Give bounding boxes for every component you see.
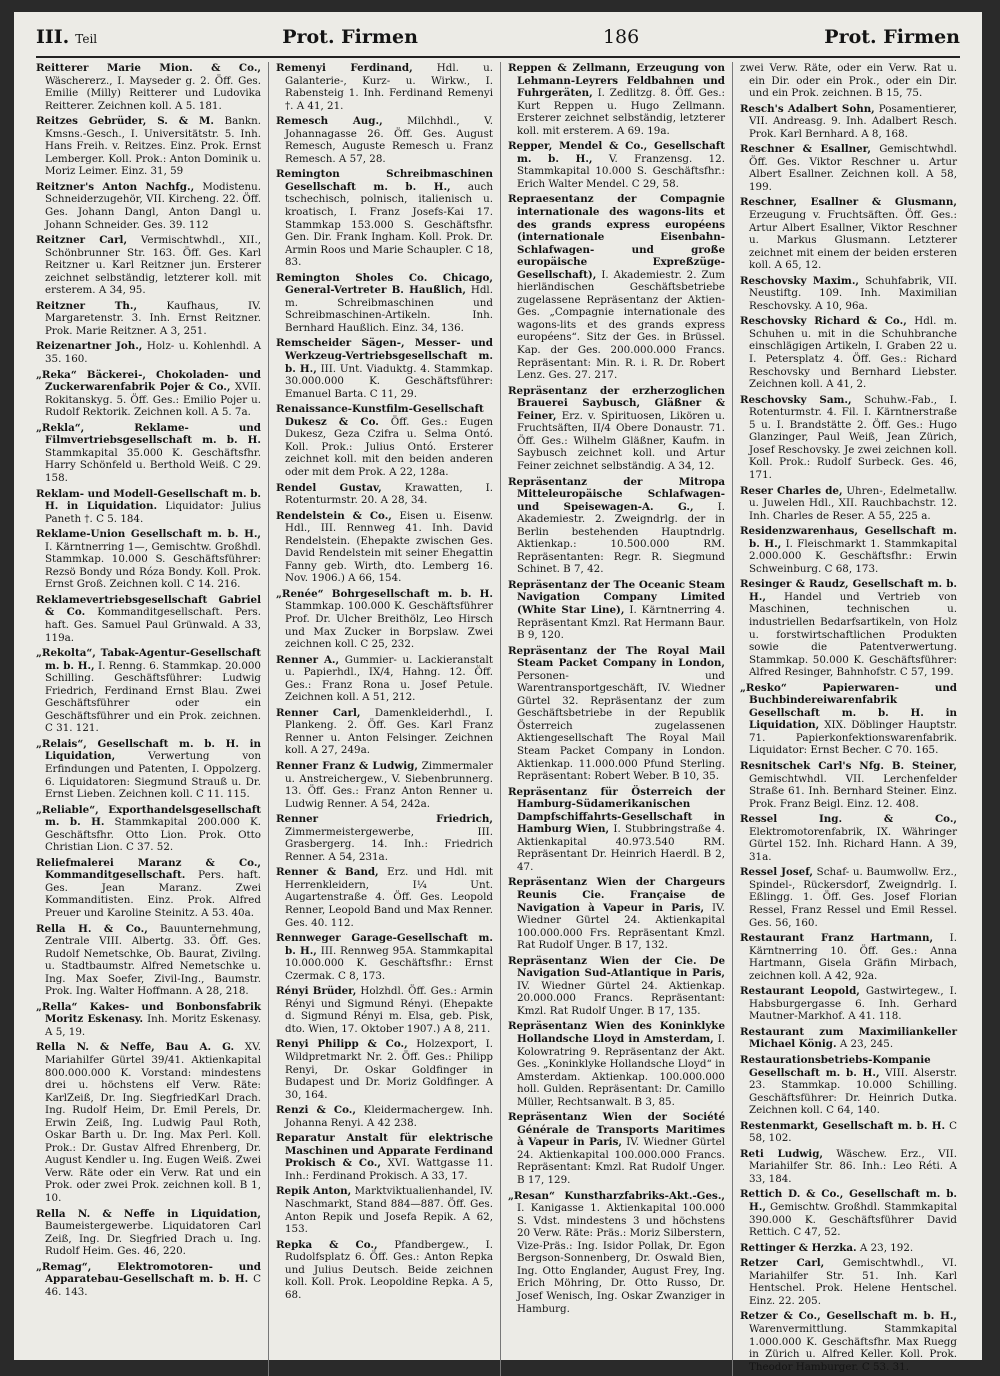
firm-name: Rényi Brüder,: [276, 985, 357, 998]
directory-entry: [508, 62, 725, 137]
directory-entry: [36, 181, 261, 231]
firm-details: Kaufhaus, IV. Margaretenstr. 3. Inh. Ernst Reitzner. Prok. Marie Reitzner. A 3, 251.: [45, 299, 261, 337]
firm-details: I. Zedlitzg. 8. Öff. Ges.: Kurt Reppen u. Hugo Zellmann. Ersterer zeichnet selbständig, letzterer koll. mit ersterem. A 69. 19a.: [517, 87, 725, 137]
firm-name: „Resko“ Papierwaren- und Buchbindereiwarenfabrik Gesellschaft m. b. H. in Liquidation,: [740, 681, 957, 732]
firm-details: Liquidator: Julius Paneth †. C 5. 184.: [45, 500, 261, 525]
firm-name: Reppen & Zellmann, Erzeugung von Lehmann-Leyrers Feldbahnen und Fuhrgeräten,: [508, 62, 725, 100]
firm-name: Remington Sholes Co. Chicago, General-Vertreter B. Haußlich,: [276, 271, 493, 297]
firm-name: Renner Friedrich,: [276, 813, 493, 826]
directory-entry: [36, 647, 261, 735]
firm-details: Holz- u. Kohlenhdl. A 35. 160.: [45, 340, 262, 366]
firm-details: A 23, 245.: [839, 1038, 894, 1051]
firm-name: „Relais“, Gesellschaft m. b. H. in Liquidation,: [36, 737, 261, 763]
firm-details: A 23, 192.: [859, 1241, 914, 1254]
directory-entry: [740, 143, 957, 193]
firm-details: Pfandbergew., I. Rudolfsplatz 6. Öff. Ges.: Anton Repka und Julius Deutsch. Beide zeichnen koll. Koll. Prok. Leopoldine Repka. A 5, 68.: [285, 1238, 493, 1301]
directory-entry: [740, 196, 957, 271]
directory-entry: [36, 62, 261, 112]
firm-details: Modistenu. Schneiderzugehör, VII. Kircheng. 22. Öff. Ges. Johann Dangl, Anton Dangl u. Johann Schneider. Ges. 39. 112: [45, 180, 261, 231]
firm-details: Kommanditgesellschaft. Pers. haft. Ges. Samuel Paul Grünwald. A 33, 119a.: [45, 606, 261, 644]
directory-entry: [276, 1185, 493, 1235]
firm-name: „Reka“ Bäckerei-, Chokoladen- und Zuckerwarenfabrik Pojer & Co.,: [36, 368, 261, 394]
firm-name: Reschovsky Maxim.,: [740, 274, 859, 287]
directory-entry: [740, 1054, 957, 1117]
firm-details: Erz. v. Spirituosen, Likören u. Fruchtsäften, II/4 Obere Donaustr. 71. Öff. Ges.: Wilhelm Gläßner, Kaufm. in Saybusch zeichnet koll. und Artur Feiner zeichnet selbständig. A 34, 12.: [517, 409, 726, 472]
firm-name: Resnitschek Carl's Nfg. B. Steiner,: [740, 759, 957, 772]
firm-details: Wäschererz., I. Mayseder g. 2. Öff. Ges. Emilie (Milly) Reitterer und Ludovika Reitterer. Zeichnen koll. A 5. 181.: [45, 74, 261, 112]
firm-details: III. Unt. Viaduktg. 4. Stammkap. 30.000.000 K. Geschäftsführer: Emanuel Barta. C 11, 29.: [285, 362, 493, 400]
directory-entry: [36, 804, 261, 854]
firm-name: Remscheider Sägen-, Messer- und Werkzeug-Vertriebsgesellschaft m. b. H.,: [276, 337, 493, 375]
firm-name: Restaurant Franz Hartmann,: [740, 932, 934, 945]
firm-details: I. Fleischmarkt 1. Stammkapital 2.000.000 K. Geschäftsfhr.: Erwin Schweinburg. C 68, 173.: [749, 537, 957, 575]
firm-name: Renaissance-Kunstfilm-Gesellschaft Dukesz & Co.: [276, 403, 484, 428]
column-1: [36, 62, 268, 1376]
directory-entry: [276, 510, 493, 585]
header-rule: [36, 56, 960, 58]
directory-entry: [276, 813, 493, 863]
firm-name: Repik Anton,: [276, 1185, 352, 1198]
firm-details: Öff. Ges.: Eugen Dukesz, Geza Czifra u. Selma Ontó. Koll. Prok.: Julius Ontó. Ersterer zeichnet koll. mit den beiden anderen oder mit dem Prok. A 22, 128a.: [285, 415, 493, 478]
firm-name: Rettinger & Herzka.: [740, 1241, 857, 1254]
firm-details: Gastwirtegew., I. Habsburgergasse 6. Inh. Gerhard Mautner-Markhof. A 41. 118.: [749, 985, 957, 1023]
directory-entry: [36, 1041, 261, 1204]
firm-details: XVII. Rokitanskyg. 5. Öff. Ges.: Emilio Pojer u. Rudolf Rektorik. Zeichnen koll. A 5. 7a.: [45, 381, 261, 419]
directory-entry: [36, 422, 261, 485]
column-3: [500, 62, 732, 1376]
firm-name: Restaurant Leopold,: [740, 985, 860, 998]
firm-details: XIX. Döblinger Hauptstr. 71. Papierkonfektionswarenfabrik. Liquidator: Ernst Becher. C 70. 165.: [749, 719, 957, 757]
firm-name: Reitzner Th.,: [36, 299, 138, 312]
firm-name: Reparatur Anstalt für elektrische Maschinen und Apparate Ferdinand Prokisch & Co.,: [276, 1132, 493, 1170]
firm-details: Warenvermittlung. Stammkapital 1.000.000 K. Geschäftsfhr. Max Ruegg in Zürich u. Alfred Keller. Koll. Prok. Theodor Hamburger. C 53. 31.: [749, 1322, 957, 1373]
firm-details: I. Kärntnerring 4. Repräsentant Kmzl. Rat Hermann Baur. B 9, 120.: [517, 603, 725, 642]
firm-name: Rettich D. & Co., Gesellschaft m. b. H.,: [740, 1188, 957, 1214]
firm-details: Schaf- u. Baumwollw. Erz., Spindel-, Rückersdorf, Zweigndrlg. I. Eßlingg. 1. Öff. Ges. Josef Florian Ressel, Franz Ressel und Emil Ressel. Ges. 56, 160.: [749, 866, 957, 929]
firm-name: Repräsentanz der The Oceanic Steam Navigation Company Limited (White Star Line),: [508, 578, 725, 616]
firm-name: Repräsentanz der Mitropa Mitteleuropäische Schlafwagen- und Speisewagen-A. G.,: [508, 475, 725, 513]
directory-entry: [36, 923, 261, 998]
firm-name: Residenzwarenhaus, Gesellschaft m. b. H.,: [740, 525, 957, 550]
firm-name: Reschner, Esallner & Glusmann,: [740, 196, 957, 209]
firm-name: Rennweger Garage-Gesellschaft m. b. H.,: [276, 932, 493, 957]
directory-entry: [740, 866, 957, 929]
firm-name: Repräsentanz Wien der Cie. De Navigation Sud-Atlantique in Paris,: [508, 954, 725, 980]
firm-name: Restaurationsbetriebs-Kompanie Gesellschaft m. b. H.,: [740, 1054, 931, 1079]
directory-entry: [508, 193, 725, 381]
firm-details: Gemischtwhdl. Öff. Ges. Viktor Reschner u. Artur Albert Esallner. Zeichnen koll. A 58, 199.: [749, 143, 957, 193]
firm-details: I. Kanigasse 1. Aktienkapital 100.000 S. Vdst. mindestens 3 und höchstens 20 Verw. Räte: Präs.: Moriz Silberstern, Vize-Präs.: Ing. Isidor Pollak, Dr. Egon Bergson-Sonnenberg, Dr. Oswald Bien, Ing. Otto Englander, August Frey, Ing. Erich Möhring, Dr. Otto Russo, Dr. Josef Wenisch, Ing. Oskar Zwanziger in Hamburg.: [517, 1202, 725, 1315]
part-suffix: Teil: [75, 32, 98, 46]
firm-name: Reser Charles de,: [740, 484, 843, 497]
firm-details: Erz. und Hdl. mit Herrenkleidern, I¼ Unt. Augartenstraße 4. Öff. Ges. Leopold Renner, Leopold Band und Max Renner. Ges. 40. 112.: [285, 866, 493, 929]
firm-details: V. Franzensg. 12. Stammkapital 10.000 S. Geschäftsfhr.: Erich Walter Mendel. C 29, 58.: [517, 152, 725, 190]
firm-name: Repper, Mendel & Co., Gesellschaft m. b. H.,: [508, 140, 725, 165]
firm-details: Hdl. u. Galanterie-, Kurz- u. Wirkw., I. Rabensteig 1. Inh. Ferdinand Remenyi †. A 41, 21.: [285, 62, 493, 112]
directory-entry: [508, 385, 725, 473]
directory-entry: [36, 300, 261, 338]
firm-name: Reitzner Carl,: [36, 234, 128, 247]
firm-details: Wäschew. Erz., VII. Mariahilfer Str. 86. Inh.: Leo Réti. A 33, 184.: [749, 1147, 957, 1185]
firm-name: Repka & Co.,: [276, 1238, 378, 1251]
firm-name: Resinger & Raudz, Gesellschaft m. b. H.,: [740, 578, 957, 603]
firm-details: IV. Wiedner Gürtel 24. Aktienkap. 20.000.000 Francs. Repräsentant: Kmzl. Rat Rudolf Unger. B 17, 135.: [517, 979, 725, 1017]
firm-details: Hdl. m. Schuhen u. mit in die Schuhbranche einschlägigen Artikeln, I. Graben 22 u. I. Petersplatz 4. Öff. Ges.: Richard Reschovsky und Bernhard Liebster. Zeichnen koll. A 41, 2.: [749, 315, 957, 391]
directory-entry: [740, 932, 957, 982]
firm-details: III. Rennweg 95A. Stammkapital 10.000.000 K. Geschäftsfhr.: Ernst Czermak. C 8, 173.: [285, 944, 493, 982]
firm-details: Pers. haft. Ges. Jean Maranz. Zwei Kommanditisten. Einz. Prok. Alfred Preuer und Karoline Steinitz. A 53. 40a.: [45, 869, 261, 919]
firm-details: Holzexport, I. Wildpretmarkt Nr. 2. Öff. Ges.: Philipp Renyi, Dr. Oskar Goldfinger in Budapest und Dr. Moriz Goldfinger. A 30, 164.: [285, 1038, 493, 1101]
directory-entry: [740, 103, 957, 141]
firm-name: Reti Ludwig,: [740, 1147, 823, 1160]
firm-details: I. Kolowratring 9. Repräsentanz der Akt. Ges. „Koninklyke Hollandsche Lloyd“ in Amsterdam. Aktienkap. 100.000.000 holl. Gulden. Repräsentant: Dr. Camillo Müller, Rechtsanwalt. B 3, 85.: [517, 1033, 725, 1108]
directory-entry: [740, 62, 957, 100]
directory-entry: [276, 62, 493, 112]
firm-name: Repräsentanz der The Royal Mail Steam Packet Company in London,: [508, 644, 725, 670]
left-running-title: Prot. Firmen: [282, 26, 418, 48]
directory-entry: [508, 955, 725, 1018]
part-label: [36, 26, 97, 48]
firm-details: zwei Verw. Räte, oder ein Verw. Rat u. ein Dir. oder ein Prok., oder ein Dir. und ein Prok. zeichnen. B 15, 75.: [740, 62, 957, 100]
firm-details: Holzhdl. Öff. Ges.: Armin Rényi und Sigmund Rényi. (Ehepakte d. Sigmund Rényi m. Elsa, geb. Pisk, dto. Wien, 17. Oktober 1907.) A 8, 211.: [285, 985, 494, 1035]
directory-entry: [740, 275, 957, 313]
firm-details: XVI. Wattgasse 11. Inh.: Ferdinand Prokisch. A 33, 17.: [285, 1157, 493, 1182]
firm-name: Repraesentanz der Compagnie internationale des wagons-lits et des grands express européens (internationale Eisenbahn-Schlafwagen- und große europäische Expreßzüge-Gesellschaft),: [508, 193, 725, 281]
firm-name: Restaurant zum Maximiliankeller Michael König.: [740, 1025, 957, 1051]
firm-name: „Resan“ Kunstharzfabriks-Akt.-Ges.,: [508, 1189, 725, 1202]
directory-entry: [36, 115, 261, 178]
directory-entry: [276, 866, 493, 929]
columns: [36, 62, 964, 1373]
firm-name: Renyi Philipp & Co.,: [276, 1038, 408, 1051]
firm-details: I. Renng. 6. Stammkap. 20.000 Schilling. Geschäftsführer: Ludwig Friedrich, Ferdinand Ernst Blau. Zwei Geschäftsführer oder ein Geschäftsführer und ein Prok. zeichnen. C 31. 121.: [45, 659, 261, 735]
firm-name: Ressel Josef,: [740, 866, 813, 879]
firm-name: Restenmarkt, Gesellschaft m. b. H.: [740, 1119, 946, 1132]
directory-entry: [508, 1020, 725, 1108]
firm-details: Gummier- u. Lackieranstalt u. Papierhdl., IX/4, Hahng. 12. Öff. Ges.: Franz Rona u. Josef Petule. Zeichnen koll. A 51, 212.: [285, 653, 493, 704]
directory-entry: [36, 857, 261, 920]
firm-details: Gemischtwhdl. VII. Lerchenfelder Straße 61. Inh. Bernhard Steiner. Einz. Prok. Franz Beigl. Einz. 12. 408.: [749, 772, 957, 810]
firm-details: XV. Mariahilfer Gürtel 39/41. Aktienkapital 800.000.000 K. Vorstand: mindestens drei u. höchstens elf Verw. Räte: KarlZeiß, Dr. Ing. SiegfriedKarl Drach. Ing. Rudolf Heim, Dr. Emil Perels, Dr. Erwin Zeiß, Ing. Ludwig Paul Roth, Oskar Barth u. Dr. Ing. Max Perl. Koll. Prok.: Dr. Gustav Alfred Ehrenberg, Dr. August Kendler u. Ing. Eugen Weiß. Zwei Verw. Räte oder ein Verw. Rat und ein Prok. oder zwei Prok. zeichnen koll. B 1, 10.: [45, 1041, 261, 1205]
firm-details: Inh. Moritz Eskenasy. A 5, 19.: [45, 1013, 261, 1038]
directory-entry: [740, 315, 957, 390]
firm-details: Kleidermachergew. Inh. Johanna Renyi. A 42 238.: [285, 1104, 494, 1129]
directory-entry: [740, 813, 957, 863]
firm-name: Rella N. & Neffe, Bau A. G.: [36, 1041, 235, 1054]
firm-name: Renzi & Co.,: [276, 1104, 356, 1117]
directory-entry: [740, 760, 957, 810]
firm-details: C 58, 102.: [749, 1119, 957, 1145]
firm-name: Renner Franz & Ludwig,: [276, 759, 418, 772]
page-number: 186: [602, 26, 640, 48]
firm-name: „Reliable“, Exporthandelsgesellschaft m. b. H.: [36, 803, 261, 829]
directory-entry: [276, 932, 493, 982]
firm-details: Elektromotorenfabrik, IX. Währinger Gürtel 152. Inh. Richard Hann. A 39, 31a.: [749, 825, 957, 863]
firm-details: Krawatten, I. Rotenturmstr. 20. A 28, 34.: [285, 481, 493, 507]
directory-entry: [36, 369, 261, 419]
directory-entry: [276, 337, 493, 400]
firm-details: Handel und Vertrieb von Maschinen, technischen u. industriellen Bedarfsartikeln, von Holz u. forstwirtschaftlichen Produkten sowie die Patentverwertung. Stammkap. 50.000 K. Geschäftsführer: Alfred Resinger, Bahnhofstr. C 57, 199.: [749, 590, 957, 679]
firm-details: I. Kärntnerring 10. Öff. Ges.: Anna Hartmann, Gisela Gräfin Mirbach, zeichnen koll. A 42, 92a.: [749, 932, 957, 982]
firm-details: C 46. 143.: [45, 1273, 261, 1298]
firm-name: Repräsentanz der erzherzoglichen Brauerei Saybusch, Gläßner & Feiner,: [508, 384, 725, 422]
part-number: III.: [36, 26, 70, 48]
firm-name: Reizenartner Joh.,: [36, 340, 143, 353]
firm-name: Reschovsky Richard & Co.,: [740, 315, 907, 328]
directory-entry: [740, 485, 957, 523]
directory-entry: [508, 476, 725, 576]
directory-page: [14, 12, 982, 1373]
directory-entry: [276, 115, 493, 165]
right-running-title: Prot. Firmen: [824, 26, 960, 48]
directory-entry: [36, 234, 261, 297]
directory-entry: [740, 985, 957, 1023]
firm-name: „Renée“ Bohrgesellschaft m. b. H.: [276, 587, 493, 600]
firm-name: „Remag“, Elektromotoren- und Apparatebau-Gesellschaft m. b. H.: [36, 1260, 261, 1286]
firm-details: I. Akademiestr. 2. Zum hierländischen Geschäftsbetriebe zugelassene Repräsentanz der Aktien-Ges. „Compagnie internationale des wagons-lits et des grands express européens“. Sitz der Ges. in Brüssel. Kap. der Ges. 200.000.000 Francs. Repräsentant: Min. R. i. R. Dr. Robert Lenz. Ges. 27. 217.: [517, 268, 725, 382]
firm-name: Reitzner's Anton Nachfg.,: [36, 180, 195, 193]
firm-details: IV. Wiedner Gürtel 24. Aktienkapital 100.000.000 Francs. Repräsentant: Kmzl. Rat Rudolf Unger. B 17, 129.: [517, 1136, 726, 1187]
directory-entry: [276, 168, 493, 268]
directory-entry: [740, 1310, 957, 1373]
firm-name: Rella H. & Co.,: [36, 922, 148, 935]
firm-details: Stammkapital 35.000 K. Geschäftsfhr. Harry Schönfeld u. Berthold Weiß. C 29. 158.: [45, 446, 261, 484]
directory-entry: [508, 786, 725, 874]
firm-details: Milchhdl., V. Johannagasse 26. Öff. Ges. August Remesch, Auguste Remesch u. Franz Remesch. A 57, 28.: [285, 115, 493, 165]
column-2: [268, 62, 500, 1376]
firm-name: Repräsentanz Wien der Société Générale de Transports Maritimes à Vapeur in Paris,: [508, 1111, 725, 1149]
firm-name: Retzer & Co., Gesellschaft m. b. H.,: [740, 1310, 957, 1323]
directory-entry: [276, 1239, 493, 1302]
directory-entry: [740, 525, 957, 575]
firm-details: Verwertung von Erfindungen und Patenten, I. Oppolzerg. 6. Liquidatoren: Siegmund Strauß u. Dr. Ernst Lieben. Zeichnen koll. C 11. 115.: [45, 750, 261, 801]
directory-entry: [276, 707, 493, 757]
firm-details: I. Stubbringstraße 4. Aktienkapital 40.973.540 RM. Repräsentant Dr. Heinrich Haerdl. B 2, 47.: [517, 823, 725, 873]
directory-entry: [740, 394, 957, 482]
firm-name: „Rekla“, Reklame- und Filmvertriebsgesellschaft m. b. H.: [36, 421, 261, 447]
directory-entry: [740, 578, 957, 678]
directory-entry: [36, 1261, 261, 1299]
firm-details: Baumeistergewerbe. Liquidatoren Carl Zeiß, Ing. Dr. Siegfried Drach u. Ing. Rudolf Heim. Ges. 46, 220.: [45, 1220, 261, 1258]
firm-details: Bauunternehmung, Zentrale VIII. Albertg. 33. Öff. Ges. Rudolf Nemetschke, Ob. Baurat, Zivilng. u. Stadtbaumstr. Alfred Nemetschke u. Ing. Max Soefer, Zivil-Ing., Baumstr. Prok. Ing. Walter Hoffmann. A 28, 218.: [45, 922, 261, 998]
firm-name: „Rekolta“, Tabak-Agentur-Gesellschaft m. b. H.,: [36, 647, 261, 672]
directory-entry: [508, 645, 725, 783]
firm-name: Reliefmalerei Maranz & Co., Kommanditgesellschaft.: [36, 856, 261, 882]
directory-entry: [276, 985, 493, 1035]
firm-name: Remenyi Ferdinand,: [276, 62, 413, 74]
firm-name: Reklame-Union Gesellschaft m. b. H.,: [36, 528, 261, 541]
directory-entry: [508, 1111, 725, 1186]
directory-entry: [276, 654, 493, 704]
directory-entry: [276, 1104, 493, 1129]
firm-name: Reschner & Esallner,: [740, 143, 871, 156]
directory-entry: [508, 140, 725, 190]
firm-details: I. Kärntnerring 1—, Gemischtw. Großhdl. Stammkap. 10.000 S. Geschäftsführer: Rezsö Bondy und Róza Bondy. Koll. Prok. Ernst Groß. Zeichnen koll. C 14. 216.: [45, 540, 261, 591]
firm-name: Remington Schreibmaschinen Gesellschaft m. b. H.,: [276, 168, 493, 193]
directory-entry: [508, 876, 725, 951]
firm-details: Erzeugung v. Fruchtsäften. Öff. Ges.: Artur Albert Esallner, Viktor Reschner u. Markus Glusmann. Letzterer zeichnet mit einem der beiden ersteren koll. A 65, 12.: [749, 209, 957, 272]
firm-details: Uhren-, Edelmetallw. u. Juwelen Hdl., XII. Rauchbachstr. 12. Inh. Charles de Reser. A 55, 225 a.: [749, 484, 957, 522]
directory-entry: [36, 340, 261, 365]
directory-entry: [508, 579, 725, 642]
firm-name: Renner A.,: [276, 653, 340, 666]
directory-entry: [36, 528, 261, 591]
firm-name: Rendelstein & Co.,: [276, 509, 392, 522]
directory-entry: [740, 1026, 957, 1051]
firm-name: Renner & Band,: [276, 866, 379, 879]
directory-entry: [36, 1208, 261, 1258]
firm-name: Reklamevertriebsgesellschaft Gabriel & Co.: [36, 593, 261, 619]
directory-entry: [740, 1242, 957, 1255]
firm-name: Repräsentanz Wien der Chargeurs Reunis Cie. Française de Navigation à Vapeur in Paris,: [508, 876, 725, 914]
firm-name: Rella N. & Neffe in Liquidation,: [36, 1207, 261, 1220]
firm-details: Gemischtwhdl., VI. Mariahilfer Str. 51. Inh. Karl Hentschel. Prok. Helene Hentschel. Einz. 22. 205.: [749, 1257, 958, 1307]
firm-name: Remesch Aug.,: [276, 115, 383, 128]
firm-details: Eisen u. Eisenw. Hdl., III. Rennweg 41. Inh. David Rendelstein. (Ehepakte zwischen Ges. David Rendelstein mit seiner Ehegattin Fanny geb. Wirth, dto. Lemberg 16. Nov. 1906.) A 66, 154.: [285, 509, 493, 585]
directory-entry: [740, 682, 957, 757]
firm-details: Vermischtwhdl., XII., Schönbrunner Str. 163. Öff. Ges. Karl Reitzner u. Karl Reitzner jun. Ersterer zeichnet selbständig, letzterer koll. mit ersterem. A 34, 95.: [45, 234, 261, 297]
firm-details: I. Akademiestr. 2. Zweigndrlg. der in Berlin bestehenden Hauptndrlg. Aktienkap.: 10.500.000 RM. Repräsentanten: Regr. R. Siegmund Schinet. B 7, 42.: [517, 500, 725, 576]
directory-entry: [276, 272, 493, 335]
firm-name: Renner Carl,: [276, 706, 361, 719]
firm-name: Reschovsky Sam.,: [740, 393, 852, 406]
directory-entry: [36, 488, 261, 526]
firm-name: Reitzes Gebrüder, S. & M.: [36, 115, 214, 128]
firm-details: Zimmermeistergewerbe, III. Grasbergerg. 14. Inh.: Friedrich Renner. A 54, 231a.: [285, 825, 493, 863]
firm-details: Stammkap. 100.000 K. Geschäftsführer Prof. Dr. Ulcher Breithölz, Leo Hirsch und Max Zucker in Borpslaw. Zwei zeichnen koll. C 25, 232.: [285, 600, 493, 651]
column-4: [732, 62, 964, 1376]
directory-entry: [36, 594, 261, 644]
firm-details: Posamentierer, VII. Andreasg. 9. Inh. Adalbert Resch. Prok. Karl Bernhard. A 8, 168.: [749, 102, 957, 140]
firm-details: Damenkleiderhdl., I. Plankeng. 2. Öff. Ges. Karl Franz Renner u. Anton Felsinger. Zeichnen koll. A 27, 249a.: [285, 706, 493, 757]
firm-details: Stammkapital 200.000 K. Geschäftsfhr. Otto Lion. Prok. Otto Christian Lion. C 37. 52.: [45, 816, 261, 854]
directory-entry: [276, 482, 493, 507]
firm-details: VIII. Alserstr. 23. Stammkap. 10.000 Schilling. Geschäftsführer: Dr. Heinrich Dutka. Zeichnen koll. C 64, 140.: [749, 1066, 957, 1117]
firm-name: Repräsentanz für Österreich der Hamburg-Südamerikanischen Dampfschiffahrts-Gesellschaft in Hamburg Wien,: [508, 785, 725, 836]
directory-entry: [276, 403, 493, 478]
directory-entry: [276, 1038, 493, 1101]
page-header: [36, 26, 960, 56]
firm-name: Repräsentanz Wien des Koninklyke Hollandsche Lloyd in Amsterdam,: [508, 1020, 725, 1046]
firm-details: Schuhw.-Fab., I. Rotenturmstr. 4. Fil. I. Kärntnerstraße 5 u. I. Brandstätte 2. Öff. Ges.: Hugo Glanzinger, Paul Weiß, Jean Zürich, Josef Reschovsky. Je zwei zeichnen koll. Koll. Prok.: Rudolf Surbeck. Ges. 46, 171.: [749, 393, 957, 481]
firm-details: Marktviktualienhandel, IV. Naschmarkt, Stand 884—887. Öff. Ges. Anton Repik und Josefa Repik. A 62, 153.: [285, 1185, 493, 1236]
directory-entry: [276, 760, 493, 810]
directory-entry: [36, 738, 261, 801]
directory-entry: [740, 1120, 957, 1145]
firm-details: Bankn. Kmsns.-Gesch., I. Universitätstr. 5. Inh. Hans Freih. v. Reitzes. Einz. Prok. Ernst Lemberger. Koll. Prok.: Anton Dominik u. Moriz Leimer. Einz. 31, 59: [45, 115, 261, 178]
firm-name: Rendel Gustav,: [276, 481, 382, 494]
firm-details: Gemischtw. Großhdl. Stammkapital 390.000 K. Geschäftsführer David Rettich. C 47, 52.: [749, 1201, 957, 1239]
directory-entry: [276, 1132, 493, 1182]
firm-name: Resch's Adalbert Sohn,: [740, 102, 875, 115]
firm-details: Zimmermaler u. Anstreichergew., V. Siebenbrunnerg. 13. Öff. Ges.: Franz Anton Renner u. Ludwig Renner. A 54, 242a.: [285, 759, 493, 810]
firm-details: Personen- und Warentransportgeschäft, IV. Wiedner Gürtel 32. Repräsentanz der zum Geschäftsbetriebe in der Republik Österreich zugelassenen Aktiengesellschaft The Royal Mail Steam Packet Company in London. Aktienkap. 11.000.000 Pfund Sterling. Repräsentant: Robert Weber. B 10, 35.: [517, 669, 725, 783]
directory-entry: [740, 1148, 957, 1186]
firm-details: Hdl. m. Schreibmaschinen und Schreibmaschinen-Artikeln. Inh. Bernhard Haußlich. Einz. 34, 136.: [285, 284, 493, 334]
firm-name: Reklam- und Modell-Gesellschaft m. b. H. in Liquidation.: [36, 487, 261, 513]
firm-name: Ressel Ing. & Co.,: [740, 813, 957, 826]
firm-name: Retzer Carl,: [740, 1257, 825, 1270]
firm-details: auch tschechisch, polnisch, italienisch u. kroatisch, I. Franz Josefs-Kai 17. Stammkap 153.000 S. Geschäftsfhr. Gen. Dir. Frank Ingham. Koll. Prok. Dr. Armin Roos und Marie Schaupler. C 18, 83.: [285, 180, 493, 269]
directory-entry: [508, 1190, 725, 1315]
directory-entry: [276, 588, 493, 651]
directory-entry: [740, 1188, 957, 1238]
firm-name: „Rella“ Kakes- und Bonbonsfabrik Moritz Eskenasy.: [36, 1000, 261, 1026]
directory-entry: [740, 1257, 957, 1307]
firm-name: Reitterer Marie Mion. & Co.,: [36, 62, 261, 74]
firm-details: IV. Wiedner Gürtel 24. Aktienkapital 100.000.000 Frs. Repräsentant Kmzl. Rat Rudolf Unger. B 17, 132.: [517, 901, 725, 952]
directory-entry: [36, 1001, 261, 1039]
firm-details: Schuhfabrik, VII. Neustiftg. 109. Inh. Maximilian Reschovsky. A 10, 96a.: [749, 274, 957, 312]
